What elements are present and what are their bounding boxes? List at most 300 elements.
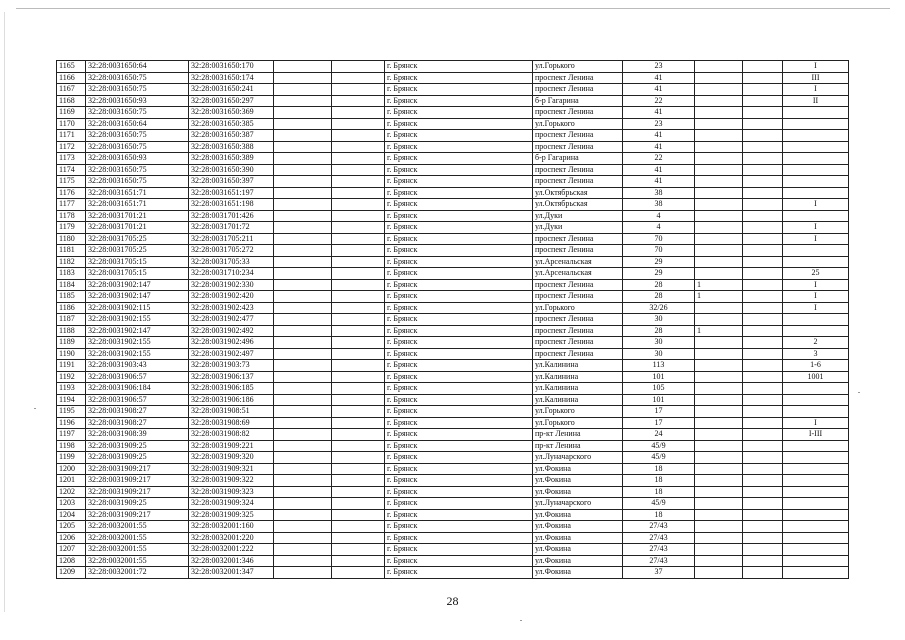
- parent-cadastral-cell: 32:28:0031906:57: [86, 394, 189, 406]
- empty-cell: [332, 61, 385, 73]
- table-row: [57, 337, 849, 349]
- cadastral-number-cell: 32:28:0031909:320: [189, 452, 274, 464]
- empty-cell: [743, 567, 783, 579]
- room-number-cell: [783, 383, 849, 395]
- flat-cell: [695, 118, 743, 130]
- empty-cell: [743, 84, 783, 96]
- table-row: [57, 256, 849, 268]
- table-row: [57, 429, 849, 441]
- table-row: [57, 475, 849, 487]
- city-cell: г. Брянск: [385, 555, 533, 567]
- house-number-cell: 18: [623, 475, 695, 487]
- empty-cell: [332, 107, 385, 119]
- table-row: [57, 95, 849, 107]
- room-number-cell: [783, 406, 849, 418]
- street-cell: проспект Ленина: [533, 337, 623, 349]
- house-number-cell: 32/26: [623, 302, 695, 314]
- room-number-cell: [783, 452, 849, 464]
- empty-cell: [332, 95, 385, 107]
- flat-cell: [695, 256, 743, 268]
- parent-cadastral-cell: 32:28:0031902:147: [86, 279, 189, 291]
- city-cell: г. Брянск: [385, 532, 533, 544]
- empty-cell: [274, 268, 332, 280]
- house-number-cell: 17: [623, 406, 695, 418]
- page-number: 28: [446, 594, 459, 608]
- street-cell: ул.Калинина: [533, 394, 623, 406]
- empty-cell: [274, 72, 332, 84]
- flat-cell: [695, 268, 743, 280]
- room-number-cell: [783, 176, 849, 188]
- street-cell: проспект Ленина: [533, 314, 623, 326]
- empty-cell: [274, 452, 332, 464]
- city-cell: г. Брянск: [385, 509, 533, 521]
- cadastral-number-cell: 32:28:0031650:174: [189, 72, 274, 84]
- empty-cell: [274, 245, 332, 257]
- room-number-cell: [783, 107, 849, 119]
- empty-cell: [332, 199, 385, 211]
- city-cell: г. Брянск: [385, 567, 533, 579]
- empty-cell: [332, 130, 385, 142]
- empty-cell: [274, 371, 332, 383]
- row-number-cell: 1189: [57, 337, 86, 349]
- city-cell: г. Брянск: [385, 337, 533, 349]
- city-cell: г. Брянск: [385, 498, 533, 510]
- row-number-cell: 1198: [57, 440, 86, 452]
- city-cell: г. Брянск: [385, 256, 533, 268]
- empty-cell: [743, 371, 783, 383]
- empty-cell: [274, 210, 332, 222]
- house-number-cell: 18: [623, 463, 695, 475]
- street-cell: ул.Дуки: [533, 222, 623, 234]
- house-number-cell: 105: [623, 383, 695, 395]
- parent-cadastral-cell: 32:28:0031902:115: [86, 302, 189, 314]
- empty-cell: [274, 176, 332, 188]
- empty-cell: [274, 475, 332, 487]
- house-number-cell: 113: [623, 360, 695, 372]
- parent-cadastral-cell: 32:28:0031650:75: [86, 141, 189, 153]
- flat-cell: [695, 176, 743, 188]
- table-row: [57, 118, 849, 130]
- parent-cadastral-cell: 32:28:0031908:27: [86, 417, 189, 429]
- house-number-cell: 45/9: [623, 498, 695, 510]
- flat-cell: [695, 107, 743, 119]
- flat-cell: 1: [695, 279, 743, 291]
- empty-cell: [743, 245, 783, 257]
- cadastral-number-cell: 32:28:0031705:33: [189, 256, 274, 268]
- flat-cell: [695, 567, 743, 579]
- flat-cell: [695, 153, 743, 165]
- street-cell: проспект Ленина: [533, 291, 623, 303]
- empty-cell: [332, 452, 385, 464]
- street-cell: ул.Арсенальская: [533, 268, 623, 280]
- flat-cell: [695, 498, 743, 510]
- city-cell: г. Брянск: [385, 291, 533, 303]
- table-row: [57, 107, 849, 119]
- parent-cadastral-cell: 32:28:0031909:25: [86, 498, 189, 510]
- empty-cell: [743, 176, 783, 188]
- flat-cell: [695, 360, 743, 372]
- cadastral-number-cell: 32:28:0031908:51: [189, 406, 274, 418]
- cadastral-number-cell: 32:28:0032001:220: [189, 532, 274, 544]
- table-row: [57, 130, 849, 142]
- street-cell: ул.Октябрьская: [533, 199, 623, 211]
- cadastral-number-cell: 32:28:0031908:82: [189, 429, 274, 441]
- room-number-cell: [783, 256, 849, 268]
- street-cell: ул.Луначарского: [533, 498, 623, 510]
- cadastral-register-table: [56, 60, 849, 579]
- flat-cell: [695, 222, 743, 234]
- table-row: [57, 348, 849, 360]
- parent-cadastral-cell: 32:28:0031902:147: [86, 291, 189, 303]
- table-row: [57, 498, 849, 510]
- street-cell: ул.Горького: [533, 118, 623, 130]
- row-number-cell: 1183: [57, 268, 86, 280]
- city-cell: г. Брянск: [385, 84, 533, 96]
- empty-cell: [332, 153, 385, 165]
- house-number-cell: 30: [623, 314, 695, 326]
- parent-cadastral-cell: 32:28:0031651:71: [86, 199, 189, 211]
- street-cell: ул.Фокина: [533, 544, 623, 556]
- house-number-cell: 45/9: [623, 440, 695, 452]
- empty-cell: [332, 417, 385, 429]
- row-number-cell: 1173: [57, 153, 86, 165]
- cadastral-number-cell: 32:28:0031909:322: [189, 475, 274, 487]
- flat-cell: [695, 337, 743, 349]
- row-number-cell: 1182: [57, 256, 86, 268]
- table-row: [57, 164, 849, 176]
- city-cell: г. Брянск: [385, 406, 533, 418]
- empty-cell: [274, 325, 332, 337]
- empty-cell: [332, 371, 385, 383]
- empty-cell: [274, 164, 332, 176]
- empty-cell: [743, 555, 783, 567]
- table-row: [57, 486, 849, 498]
- house-number-cell: 27/43: [623, 555, 695, 567]
- parent-cadastral-cell: 32:28:0031650:75: [86, 176, 189, 188]
- empty-cell: [743, 532, 783, 544]
- flat-cell: [695, 84, 743, 96]
- empty-cell: [332, 268, 385, 280]
- row-number-cell: 1179: [57, 222, 86, 234]
- house-number-cell: 41: [623, 141, 695, 153]
- city-cell: г. Брянск: [385, 371, 533, 383]
- empty-cell: [332, 222, 385, 234]
- cadastral-number-cell: 32:28:0031650:385: [189, 118, 274, 130]
- street-cell: проспект Ленина: [533, 279, 623, 291]
- empty-cell: [274, 233, 332, 245]
- empty-cell: [743, 325, 783, 337]
- empty-cell: [332, 486, 385, 498]
- room-number-cell: [783, 463, 849, 475]
- parent-cadastral-cell: 32:28:0031650:75: [86, 107, 189, 119]
- row-number-cell: 1169: [57, 107, 86, 119]
- street-cell: б-р Гагарина: [533, 95, 623, 107]
- empty-cell: [743, 544, 783, 556]
- empty-cell: [743, 498, 783, 510]
- room-number-cell: [783, 544, 849, 556]
- flat-cell: [695, 210, 743, 222]
- house-number-cell: 24: [623, 429, 695, 441]
- empty-cell: [332, 360, 385, 372]
- room-number-cell: I: [783, 61, 849, 73]
- city-cell: г. Брянск: [385, 302, 533, 314]
- city-cell: г. Брянск: [385, 452, 533, 464]
- room-number-cell: [783, 394, 849, 406]
- empty-cell: [743, 348, 783, 360]
- house-number-cell: 4: [623, 222, 695, 234]
- cadastral-number-cell: 32:28:0031902:420: [189, 291, 274, 303]
- flat-cell: [695, 429, 743, 441]
- row-number-cell: 1187: [57, 314, 86, 326]
- house-number-cell: 18: [623, 509, 695, 521]
- parent-cadastral-cell: 32:28:0031909:217: [86, 486, 189, 498]
- city-cell: г. Брянск: [385, 187, 533, 199]
- parent-cadastral-cell: 32:28:0032001:55: [86, 532, 189, 544]
- room-number-cell: [783, 532, 849, 544]
- room-number-cell: I: [783, 417, 849, 429]
- cadastral-number-cell: 32:28:0031650:170: [189, 61, 274, 73]
- row-number-cell: 1176: [57, 187, 86, 199]
- table-row: [57, 509, 849, 521]
- table-row: [57, 199, 849, 211]
- room-number-cell: [783, 486, 849, 498]
- parent-cadastral-cell: 32:28:0031902:155: [86, 337, 189, 349]
- house-number-cell: 41: [623, 107, 695, 119]
- cadastral-number-cell: 32:28:0031906:185: [189, 383, 274, 395]
- empty-cell: [743, 268, 783, 280]
- empty-cell: [332, 176, 385, 188]
- empty-cell: [332, 314, 385, 326]
- empty-cell: [743, 360, 783, 372]
- flat-cell: [695, 245, 743, 257]
- parent-cadastral-cell: 32:28:0031650:75: [86, 164, 189, 176]
- empty-cell: [274, 348, 332, 360]
- house-number-cell: 29: [623, 268, 695, 280]
- empty-cell: [743, 429, 783, 441]
- street-cell: ул.Октябрьская: [533, 187, 623, 199]
- cadastral-number-cell: 32:28:0032001:160: [189, 521, 274, 533]
- parent-cadastral-cell: 32:28:0031902:147: [86, 325, 189, 337]
- flat-cell: [695, 544, 743, 556]
- table-row: [57, 417, 849, 429]
- table-row: [57, 291, 849, 303]
- city-cell: г. Брянск: [385, 544, 533, 556]
- empty-cell: [274, 256, 332, 268]
- house-number-cell: 41: [623, 72, 695, 84]
- empty-cell: [743, 72, 783, 84]
- street-cell: проспект Ленина: [533, 130, 623, 142]
- city-cell: г. Брянск: [385, 245, 533, 257]
- flat-cell: [695, 187, 743, 199]
- room-number-cell: I: [783, 233, 849, 245]
- empty-cell: [274, 509, 332, 521]
- street-cell: ул.Дуки: [533, 210, 623, 222]
- parent-cadastral-cell: 32:28:0031650:75: [86, 72, 189, 84]
- cadastral-number-cell: 32:28:0031650:241: [189, 84, 274, 96]
- room-number-cell: [783, 509, 849, 521]
- empty-cell: [743, 475, 783, 487]
- cadastral-number-cell: 32:28:0031650:390: [189, 164, 274, 176]
- street-cell: ул.Фокина: [533, 486, 623, 498]
- cadastral-number-cell: 32:28:0031651:198: [189, 199, 274, 211]
- flat-cell: [695, 199, 743, 211]
- parent-cadastral-cell: 32:28:0031909:217: [86, 475, 189, 487]
- scan-edge-mark: [4, 12, 5, 612]
- parent-cadastral-cell: 32:28:0031909:217: [86, 463, 189, 475]
- room-number-cell: [783, 118, 849, 130]
- city-cell: г. Брянск: [385, 360, 533, 372]
- flat-cell: [695, 383, 743, 395]
- cadastral-number-cell: 32:28:0031906:186: [189, 394, 274, 406]
- empty-cell: [743, 406, 783, 418]
- house-number-cell: 41: [623, 130, 695, 142]
- empty-cell: [743, 61, 783, 73]
- empty-cell: [743, 130, 783, 142]
- empty-cell: [274, 521, 332, 533]
- row-number-cell: 1180: [57, 233, 86, 245]
- empty-cell: [743, 302, 783, 314]
- room-number-cell: 25: [783, 268, 849, 280]
- house-number-cell: 23: [623, 118, 695, 130]
- parent-cadastral-cell: 32:28:0031705:25: [86, 233, 189, 245]
- street-cell: ул.Фокина: [533, 475, 623, 487]
- table-row: [57, 555, 849, 567]
- room-number-cell: [783, 164, 849, 176]
- flat-cell: [695, 406, 743, 418]
- street-cell: проспект Ленина: [533, 141, 623, 153]
- street-cell: пр-кт Ленина: [533, 429, 623, 441]
- row-number-cell: 1171: [57, 130, 86, 142]
- table-row: [57, 279, 849, 291]
- house-number-cell: 17: [623, 417, 695, 429]
- empty-cell: [332, 279, 385, 291]
- cadastral-number-cell: 32:28:0031909:221: [189, 440, 274, 452]
- empty-cell: [743, 210, 783, 222]
- house-number-cell: 28: [623, 325, 695, 337]
- house-number-cell: 27/43: [623, 544, 695, 556]
- street-cell: проспект Ленина: [533, 72, 623, 84]
- city-cell: г. Брянск: [385, 383, 533, 395]
- street-cell: ул.Калинина: [533, 360, 623, 372]
- street-cell: ул.Фокина: [533, 509, 623, 521]
- row-number-cell: 1208: [57, 555, 86, 567]
- empty-cell: [332, 72, 385, 84]
- table-row: [57, 521, 849, 533]
- table-row: [57, 406, 849, 418]
- empty-cell: [274, 199, 332, 211]
- empty-cell: [743, 440, 783, 452]
- room-number-cell: [783, 325, 849, 337]
- parent-cadastral-cell: 32:28:0031650:64: [86, 61, 189, 73]
- cadastral-number-cell: 32:28:0031902:423: [189, 302, 274, 314]
- empty-cell: [332, 383, 385, 395]
- house-number-cell: 28: [623, 279, 695, 291]
- empty-cell: [274, 532, 332, 544]
- empty-cell: [743, 118, 783, 130]
- table-row: [57, 440, 849, 452]
- flat-cell: [695, 509, 743, 521]
- row-number-cell: 1205: [57, 521, 86, 533]
- room-number-cell: [783, 130, 849, 142]
- cadastral-number-cell: 32:28:0031902:330: [189, 279, 274, 291]
- table-row: [57, 210, 849, 222]
- flat-cell: [695, 314, 743, 326]
- parent-cadastral-cell: 32:28:0032001:55: [86, 521, 189, 533]
- city-cell: г. Брянск: [385, 210, 533, 222]
- cadastral-number-cell: 32:28:0031650:297: [189, 95, 274, 107]
- empty-cell: [332, 509, 385, 521]
- empty-cell: [743, 486, 783, 498]
- flat-cell: [695, 61, 743, 73]
- empty-cell: [332, 141, 385, 153]
- city-cell: г. Брянск: [385, 279, 533, 291]
- street-cell: ул.Горького: [533, 61, 623, 73]
- empty-cell: [274, 84, 332, 96]
- flat-cell: [695, 521, 743, 533]
- parent-cadastral-cell: 32:28:0031902:155: [86, 314, 189, 326]
- room-number-cell: I: [783, 222, 849, 234]
- room-number-cell: I: [783, 84, 849, 96]
- cadastral-number-cell: 32:28:0031909:323: [189, 486, 274, 498]
- empty-cell: [332, 164, 385, 176]
- table-row: [57, 360, 849, 372]
- empty-cell: [274, 130, 332, 142]
- flat-cell: 1: [695, 291, 743, 303]
- empty-cell: [332, 256, 385, 268]
- row-number-cell: 1204: [57, 509, 86, 521]
- empty-cell: [332, 210, 385, 222]
- street-cell: ул.Луначарского: [533, 452, 623, 464]
- empty-cell: [274, 61, 332, 73]
- room-number-cell: [783, 567, 849, 579]
- house-number-cell: 70: [623, 233, 695, 245]
- empty-cell: [332, 406, 385, 418]
- empty-cell: [743, 141, 783, 153]
- table-row: [57, 325, 849, 337]
- flat-cell: [695, 532, 743, 544]
- empty-cell: [274, 567, 332, 579]
- house-number-cell: 38: [623, 199, 695, 211]
- table-row: [57, 394, 849, 406]
- street-cell: проспект Ленина: [533, 348, 623, 360]
- city-cell: г. Брянск: [385, 475, 533, 487]
- row-number-cell: 1172: [57, 141, 86, 153]
- parent-cadastral-cell: 32:28:0031906:184: [86, 383, 189, 395]
- room-number-cell: [783, 141, 849, 153]
- empty-cell: [743, 187, 783, 199]
- parent-cadastral-cell: 32:28:0031650:93: [86, 95, 189, 107]
- row-number-cell: 1165: [57, 61, 86, 73]
- table-row: [57, 532, 849, 544]
- empty-cell: [274, 544, 332, 556]
- empty-cell: [332, 429, 385, 441]
- empty-cell: [332, 440, 385, 452]
- cadastral-number-cell: 32:28:0031902:497: [189, 348, 274, 360]
- street-cell: ул.Горького: [533, 417, 623, 429]
- cadastral-number-cell: 32:28:0031902:496: [189, 337, 274, 349]
- city-cell: г. Брянск: [385, 268, 533, 280]
- cadastral-number-cell: 32:28:0031651:197: [189, 187, 274, 199]
- city-cell: г. Брянск: [385, 222, 533, 234]
- table-row: [57, 314, 849, 326]
- street-cell: ул.Горького: [533, 406, 623, 418]
- city-cell: г. Брянск: [385, 118, 533, 130]
- row-number-cell: 1192: [57, 371, 86, 383]
- house-number-cell: 30: [623, 348, 695, 360]
- empty-cell: [332, 187, 385, 199]
- house-number-cell: 29: [623, 256, 695, 268]
- row-number-cell: 1193: [57, 383, 86, 395]
